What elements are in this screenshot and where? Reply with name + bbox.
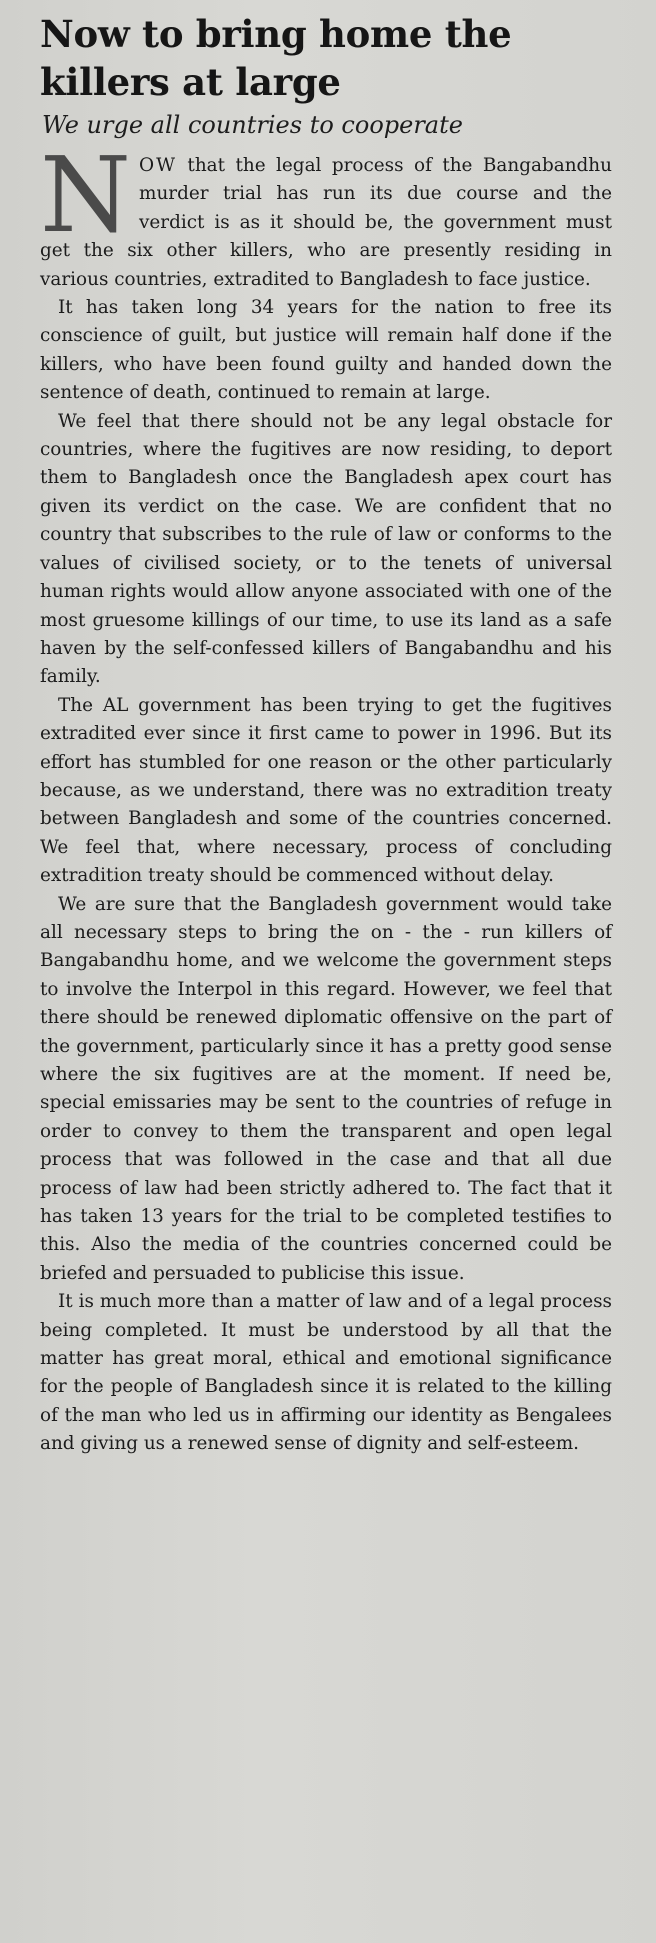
lead-text: that the legal process of the Bangabandhu murder trial has run its due course and the verdict is as it should be, the government must get the six other killers, who are presently residing in various countries, extradited to Bangladesh to face justice. bbox=[40, 155, 612, 290]
paragraph: It has taken long 34 years for the nation to free its conscience of guilt, but justice will remain half done if the killers, who have been found guilty and handed down the sentence of death, continued to remain at large. bbox=[40, 297, 612, 404]
paragraph: We feel that there should not be any legal obstacle for countries, where the fugitives are now residing, to deport them to Bangladesh once the Bangladesh apex court has given its verdict on the case. We are confident that no country that subscribes to the rule of law or conforms to the values of civilised society, or to the tenets of universal human rights would allow anyone associated with one of the most gruesome killings of our time, to use its land as a safe haven by the self-confessed killers of Bangabandhu and his family. bbox=[40, 410, 612, 688]
paragraph bbox=[40, 134, 612, 294]
kicker: We urge all countries to cooperate bbox=[42, 111, 463, 139]
paragraph: We are sure that the Bangladesh government would take all necessary steps to bring the on - the - run killers of Bangabandhu home, and we welcome the government steps to involve the Interpol in this regard. However, we feel that there should be renewed diplomatic offensive on the part of the government, particularly since it has a pretty good sense where the six fugitives are at the moment. If need be, special emissaries may be sent to the countries of refuge in order to convey to them the transparent and open legal process that was followed in the case and that all due process of law had been strictly adhered to. The fact that it has taken 13 years for the trial to be completed testifies to this. Also the media of the countries concerned could be briefed and persuaded to publicise this issue. bbox=[40, 893, 612, 1284]
paragraph: It is much more than a matter of law and of a legal process being completed. It must be understood by all that the matter has great moral, ethical and emotional significance for the people of Bangladesh since it is related to the killing of the man who led us in affirming our identity as Bengalees and giving us a renewed sense of dignity and self-esteem. bbox=[40, 1291, 612, 1455]
paragraph: The AL government has been trying to get the fugitives extradited ever since it first came to power in 1996. But its effort has stumbled for one reason or the other particularly because, as we understand, there was no extradition treaty between Bangladesh and some of the countries concerned. We feel that, where necessary, process of concluding extradition treaty should be commenced without delay. bbox=[40, 694, 612, 887]
headline: Now to bring home the killers at large bbox=[40, 12, 512, 104]
drop-cap: N bbox=[40, 134, 131, 256]
article-body bbox=[40, 134, 612, 1459]
lead-caps: OW bbox=[139, 155, 177, 176]
